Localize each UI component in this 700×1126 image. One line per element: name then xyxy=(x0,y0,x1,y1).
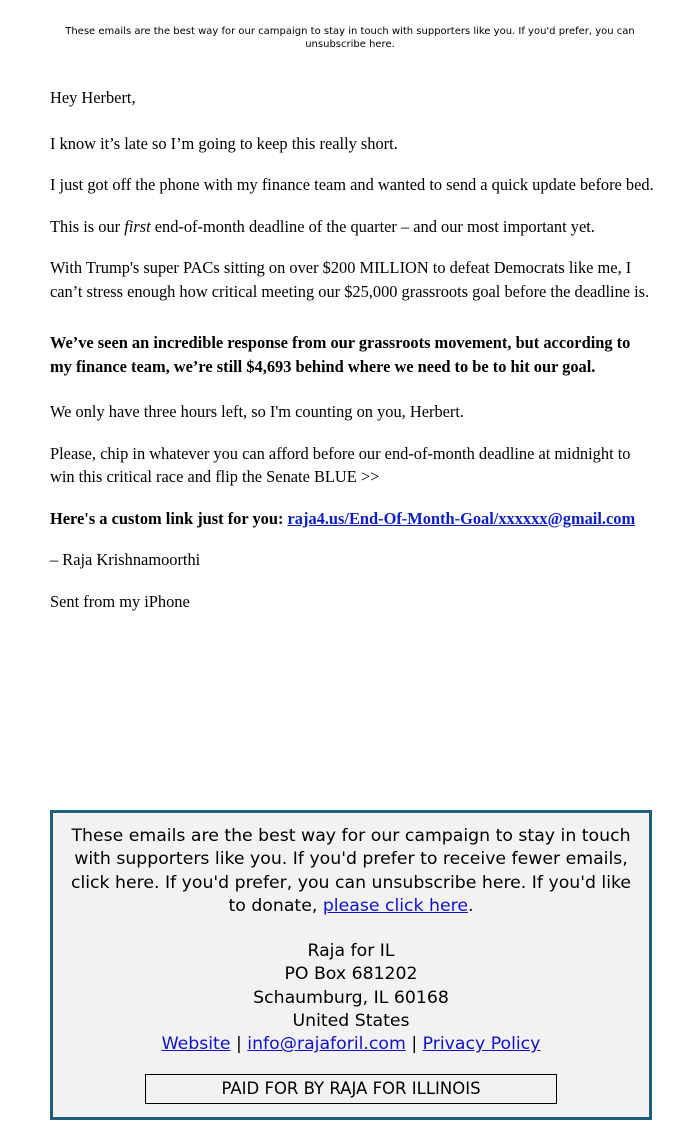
footer-notice xyxy=(63,825,639,918)
paragraph-7: Please, chip in whatever you can afford before our end-of-month deadline at midnight to win this critical race and flip the Senate BLUE >> xyxy=(50,443,631,486)
greeting: Hey Herbert, xyxy=(50,88,136,107)
country: United States xyxy=(292,1010,410,1031)
paid-for-disclaimer: PAID FOR BY RAJA FOR ILLINOIS xyxy=(145,1074,557,1104)
footer-notice-period: . xyxy=(468,895,474,916)
paragraph-3 xyxy=(50,215,655,239)
signature: – Raja Krishnamoorthi xyxy=(50,550,201,569)
website-link[interactable]: Website xyxy=(161,1034,231,1055)
mailing-address xyxy=(53,940,649,1056)
paragraph-3-end: end-of-month deadline of the quarter – and our most important yet. xyxy=(150,216,595,236)
paragraph-6: We only have three hours left, so I'm counting on you, Herbert. xyxy=(50,402,465,421)
email-link[interactable]: info@rajaforil.com xyxy=(247,1034,406,1055)
custom-link-paragraph xyxy=(50,507,655,531)
footer-links xyxy=(53,1033,649,1056)
footer-box xyxy=(50,810,652,1120)
paragraph-2: I just got off the phone with my finance team and wanted to send a quick update before bed. xyxy=(50,175,654,194)
footer-notice-text: These emails are the best way for our campaign to stay in touch with supporters like you. If you'd prefer to receive fewer emails, click here. If you'd prefer, you can unsubscribe here. If you'd like to donate, xyxy=(70,826,632,916)
custom-link-label: Here's a custom link just for you: xyxy=(50,508,288,528)
link-separator: | xyxy=(230,1034,248,1055)
paragraph-1: I know it’s late so I’m going to keep this really short. xyxy=(50,133,398,153)
email-body xyxy=(50,86,655,631)
city-state: Schaumburg, IL 60168 xyxy=(253,987,449,1008)
paragraph-5-bold: We’ve seen an incredible response from our grassroots movement, but according to my finance team, we’re still $4,693 behind where we need to be to hit our goal. xyxy=(50,333,631,376)
emphasis-first: first xyxy=(124,216,151,236)
po-box: PO Box 681202 xyxy=(284,964,418,985)
custom-donate-link[interactable]: raja4.us/End-Of-Month-Goal/xxxxxx@gmail.com xyxy=(287,508,636,528)
paragraph-3-start: This is our xyxy=(50,216,125,236)
sent-from-line: Sent from my iPhone xyxy=(50,591,190,611)
donate-link[interactable]: please click here xyxy=(322,895,468,916)
org-name: Raja for IL xyxy=(307,941,395,961)
link-separator: | xyxy=(405,1034,423,1055)
preheader-text: These emails are the best way for our campaign to stay in touch with supporters like you. If you'd prefer, you can unsubscribe here. xyxy=(65,26,635,50)
paragraph-4: With Trump's super PACs sitting on over $200 MILLION to defeat Democrats like me, I can’t stress enough how critical meeting our $25,000 grassroots goal before the deadline is. xyxy=(50,258,650,301)
privacy-policy-link[interactable]: Privacy Policy xyxy=(422,1034,541,1055)
